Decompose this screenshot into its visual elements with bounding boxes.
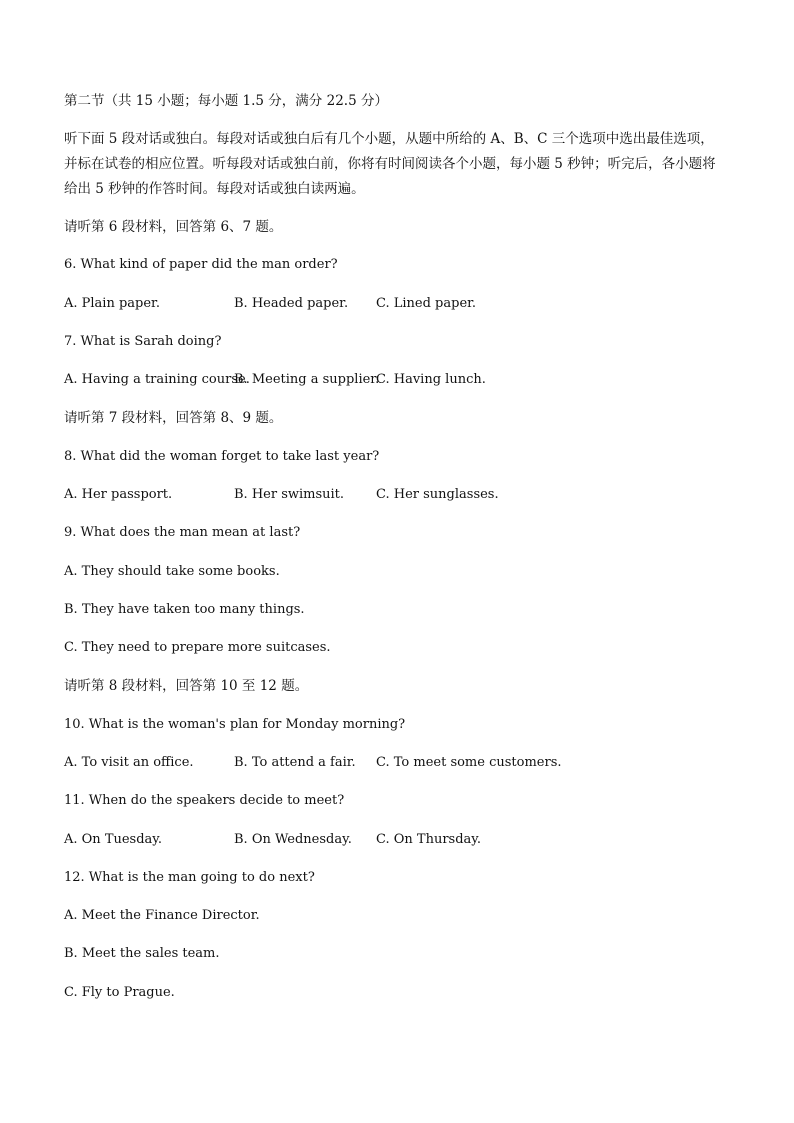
question-7-option-c: C. Having lunch. bbox=[376, 372, 486, 387]
question-12-option-c: C. Fly to Prague. bbox=[64, 985, 175, 1000]
question-6-option-b: B. Headed paper. bbox=[234, 296, 349, 311]
question-9-option-b: B. They have taken too many things. bbox=[64, 602, 305, 617]
question-11-option-c: C. On Thursday. bbox=[376, 832, 482, 847]
question-7-stem: 7. What is Sarah doing? bbox=[64, 334, 222, 349]
question-8-stem: 8. What did the woman forget to take last year? bbox=[64, 449, 380, 464]
question-8-option-b: B. Her swimsuit. bbox=[234, 487, 345, 502]
question-8-option-a: A. Her passport. bbox=[64, 487, 173, 502]
question-9-option-a: A. They should take some books. bbox=[64, 564, 280, 579]
question-6-stem: 6. What kind of paper did the man order? bbox=[64, 257, 338, 272]
question-10-option-a: A. To visit an office. bbox=[64, 755, 194, 770]
question-12-option-a: A. Meet the Finance Director. bbox=[64, 908, 260, 923]
section-title: 第二节（共 15 小题；每小题 1.5 分，满分 22.5 分） bbox=[64, 93, 388, 109]
group-heading-6: 请听第 6 段材料，回答第 6、7 题。 bbox=[64, 219, 283, 235]
question-8-option-c: C. Her sunglasses. bbox=[376, 487, 499, 502]
question-10-stem: 10. What is the woman's plan for Monday morning? bbox=[64, 717, 406, 732]
question-7-option-a: A. Having a training course. bbox=[64, 372, 250, 387]
group-heading-7: 请听第 7 段材料，回答第 8、9 题。 bbox=[64, 410, 283, 426]
question-9-option-c: C. They need to prepare more suitcases. bbox=[64, 640, 331, 655]
instructions-line-1: 听下面 5 段对话或独白。每段对话或独白后有几个小题，从题中所给的 A、B、C 三个选项中选出最佳选项， bbox=[64, 131, 714, 147]
question-6-option-c: C. Lined paper. bbox=[376, 296, 477, 311]
question-11-stem: 11. When do the speakers decide to meet? bbox=[64, 793, 345, 808]
question-10-option-c: C. To meet some customers. bbox=[376, 755, 562, 770]
question-9-stem: 9. What does the man mean at last? bbox=[64, 525, 301, 540]
question-7-option-b: B. Meeting a supplier. bbox=[234, 372, 380, 387]
group-heading-8: 请听第 8 段材料，回答第 10 至 12 题。 bbox=[64, 678, 309, 694]
question-10-option-b: B. To attend a fair. bbox=[234, 755, 356, 770]
question-11-option-b: B. On Wednesday. bbox=[234, 832, 352, 847]
question-6-option-a: A. Plain paper. bbox=[64, 296, 160, 311]
instructions-line-3: 给出 5 秒钟的作答时间。每段对话或独白读两遍。 bbox=[64, 181, 365, 197]
question-11-option-a: A. On Tuesday. bbox=[64, 832, 163, 847]
instructions-line-2: 并标在试卷的相应位置。听每段对话或独白前，你将有时间阅读各个小题，每小题 5 秒钟；听完后，各小题将 bbox=[64, 156, 716, 172]
question-12-option-b: B. Meet the sales team. bbox=[64, 946, 220, 961]
question-12-stem: 12. What is the man going to do next? bbox=[64, 870, 315, 885]
